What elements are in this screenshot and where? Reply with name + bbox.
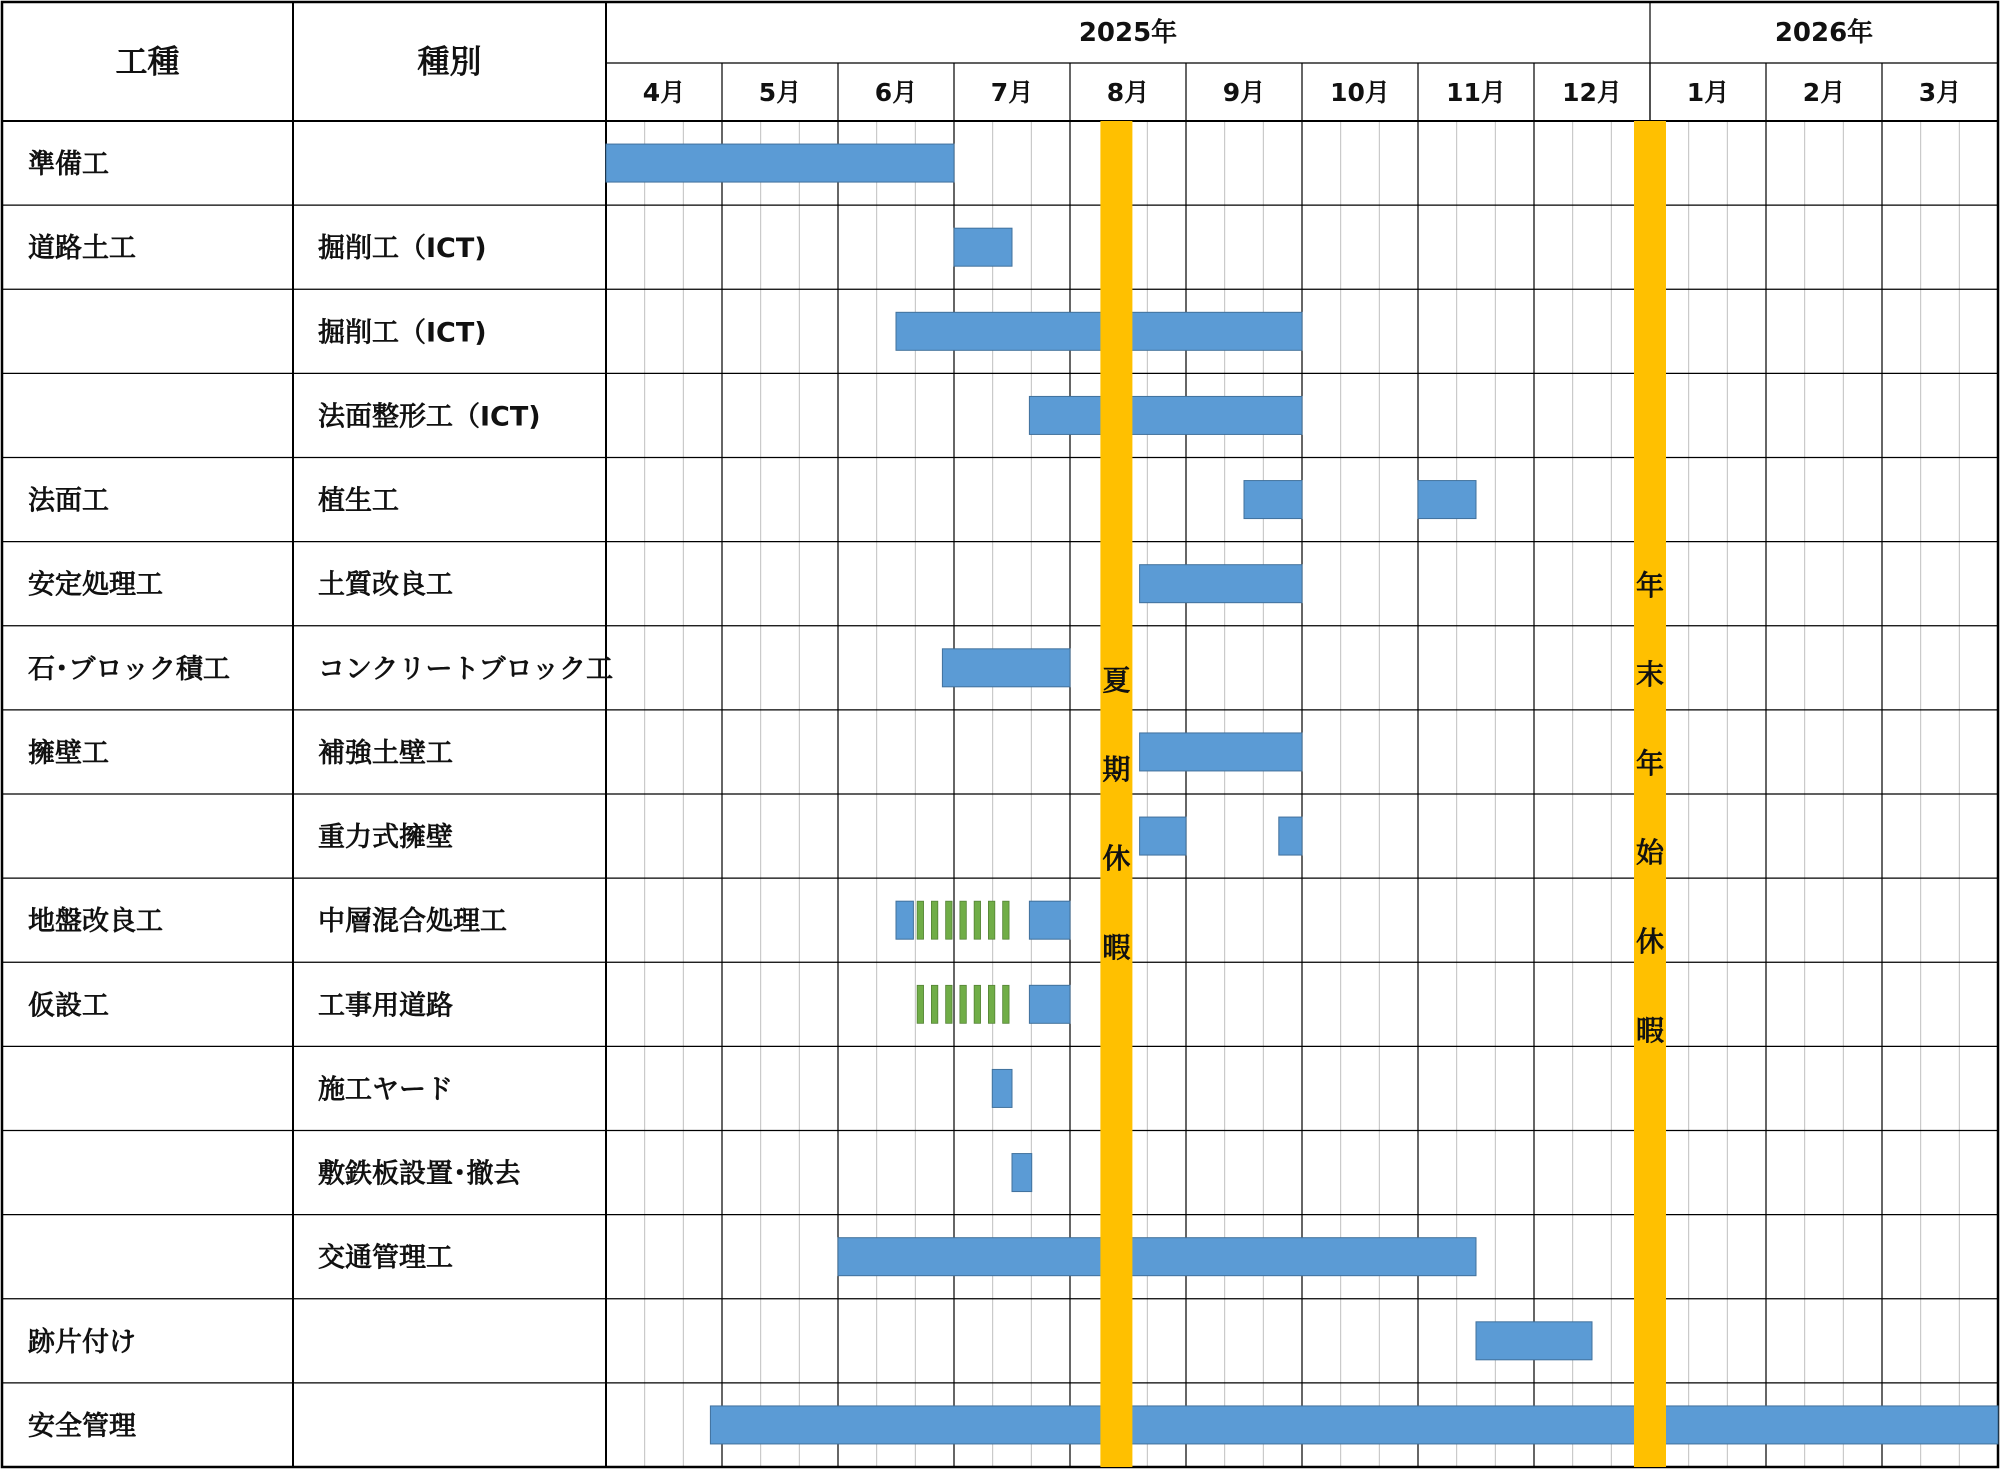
row-category-label: 安定処理工 xyxy=(28,569,163,601)
holiday-label-char: 年 xyxy=(1635,569,1665,602)
task-bar xyxy=(1476,1322,1592,1360)
holiday-label-char: 暇 xyxy=(1102,931,1131,964)
holiday-label-char: 夏 xyxy=(1102,664,1131,697)
row-type-label: 掘削工（ICT) xyxy=(318,233,487,265)
month-label: 3月 xyxy=(1918,78,1962,107)
row-type-label: 掘削工（ICT) xyxy=(318,317,487,349)
dashed-task-segment xyxy=(946,901,952,939)
holiday-label-char: 年 xyxy=(1635,747,1665,780)
year-label: 2025年 xyxy=(1078,18,1178,48)
dashed-task-segment xyxy=(917,901,923,939)
dashed-task-segment xyxy=(974,985,980,1023)
dashed-task-segment xyxy=(988,901,994,939)
task-bar xyxy=(1279,817,1302,855)
task-bar xyxy=(1012,1154,1032,1192)
task-bar xyxy=(1140,565,1302,603)
holiday-band xyxy=(1100,121,1132,1467)
dashed-task-segment xyxy=(960,901,966,939)
row-type-label: コンクリートブロック工 xyxy=(318,653,614,685)
row-type-label: 中層混合処理工 xyxy=(318,906,507,938)
dashed-task-segment xyxy=(946,985,952,1023)
task-bar xyxy=(606,144,954,182)
row-type-label: 敷鉄板設置･撤去 xyxy=(318,1158,521,1190)
month-label: 1月 xyxy=(1686,78,1730,107)
row-type-label: 重力式擁壁 xyxy=(318,822,453,854)
dashed-task-segment xyxy=(1003,901,1009,939)
dashed-task-segment xyxy=(931,985,937,1023)
month-label: 4月 xyxy=(642,78,686,107)
month-label: 8月 xyxy=(1106,78,1150,107)
month-label: 11月 xyxy=(1446,78,1506,107)
row-category-label: 準備工 xyxy=(28,149,109,181)
row-type-label: 植生工 xyxy=(318,485,399,517)
row-category-label: 石･ブロック積工 xyxy=(28,653,230,685)
month-label: 10月 xyxy=(1330,78,1390,107)
dashed-task-segment xyxy=(1003,985,1009,1023)
task-bar xyxy=(1140,733,1302,771)
holiday-band xyxy=(1634,121,1666,1467)
row-type-label: 交通管理工 xyxy=(318,1242,453,1274)
dashed-task-segment xyxy=(917,985,923,1023)
row-type-label: 法面整形工（ICT) xyxy=(318,401,541,433)
task-bar xyxy=(1029,396,1302,434)
row-category-label: 跡片付け xyxy=(28,1326,136,1358)
row-type-label: 工事用道路 xyxy=(318,990,453,1022)
holiday-label-char: 期 xyxy=(1102,753,1131,786)
task-bar xyxy=(992,1069,1012,1107)
task-bar xyxy=(896,312,1302,350)
task-bar xyxy=(1029,901,1070,939)
task-bar xyxy=(1418,481,1476,519)
row-type-label: 土質改良工 xyxy=(318,569,453,601)
holiday-label-char: 暇 xyxy=(1635,1014,1665,1047)
task-bar xyxy=(1140,817,1186,855)
row-category-label: 安全管理 xyxy=(28,1410,136,1442)
year-label: 2026年 xyxy=(1774,18,1874,48)
task-bar xyxy=(710,1406,1998,1444)
dashed-task-segment xyxy=(960,985,966,1023)
row-type-label: 施工ヤード xyxy=(318,1074,453,1106)
dashed-task-segment xyxy=(974,901,980,939)
row-category-label: 仮設工 xyxy=(28,990,109,1022)
month-label: 12月 xyxy=(1562,78,1622,107)
month-label: 5月 xyxy=(758,78,802,107)
holiday-label-char: 始 xyxy=(1635,836,1665,869)
holiday-label-char: 末 xyxy=(1635,658,1665,691)
month-label: 7月 xyxy=(990,78,1034,107)
row-category-label: 法面工 xyxy=(28,485,109,517)
row-category-label: 地盤改良工 xyxy=(28,906,163,938)
month-label: 9月 xyxy=(1222,78,1266,107)
task-bar xyxy=(1244,481,1302,519)
month-label: 6月 xyxy=(874,78,918,107)
task-bar xyxy=(838,1238,1476,1276)
row-category-label: 道路土工 xyxy=(28,233,136,265)
row-type-label: 補強土壁工 xyxy=(318,737,453,769)
header-category: 工種 xyxy=(115,42,180,81)
task-bar xyxy=(942,649,1070,687)
dashed-task-segment xyxy=(988,985,994,1023)
dashed-task-segment xyxy=(931,901,937,939)
row-category-label: 擁壁工 xyxy=(28,737,109,769)
holiday-label-char: 休 xyxy=(1102,842,1131,875)
task-bar xyxy=(896,901,913,939)
month-label: 2月 xyxy=(1802,78,1846,107)
holiday-label-char: 休 xyxy=(1635,925,1665,958)
task-bar xyxy=(954,228,1012,266)
task-bar xyxy=(1029,985,1070,1023)
header-type: 種別 xyxy=(417,42,482,81)
